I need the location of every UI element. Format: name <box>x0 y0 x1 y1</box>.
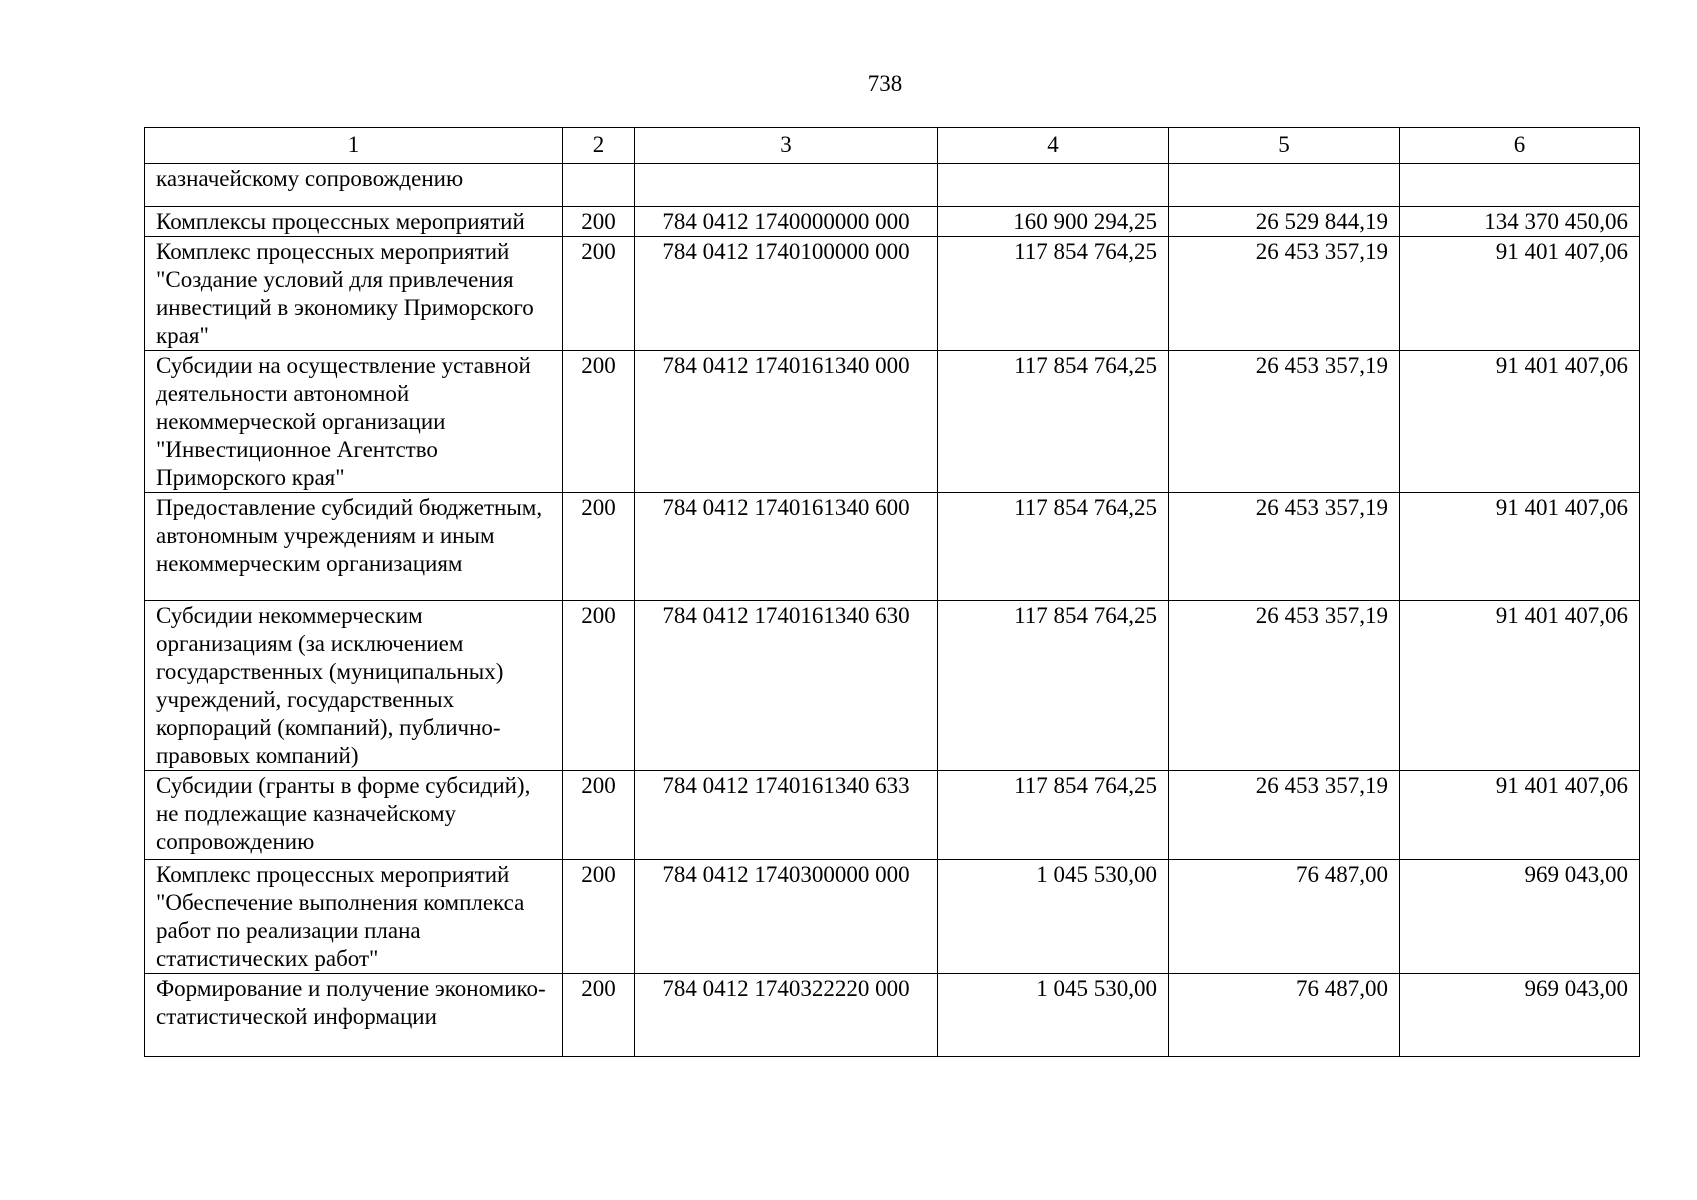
row-code-cell: 200 <box>563 974 635 1057</box>
row-amount-col6-cell: 91 401 407,06 <box>1400 493 1640 601</box>
table-row <box>145 164 1640 207</box>
row-amount-col4-cell: 1 045 530,00 <box>938 860 1169 974</box>
table-row <box>145 351 1640 493</box>
row-classification-code-cell: 784 0412 1740161340 630 <box>635 601 938 771</box>
row-classification-code-cell: 784 0412 1740161340 633 <box>635 771 938 860</box>
row-amount-col4-cell: 117 854 764,25 <box>938 493 1169 601</box>
row-classification-code-cell: 784 0412 1740000000 000 <box>635 207 938 237</box>
row-amount-col5-cell: 76 487,00 <box>1169 974 1400 1057</box>
column-header-6: 6 <box>1400 128 1640 164</box>
row-amount-col4-cell: 160 900 294,25 <box>938 207 1169 237</box>
row-name-cell: Комплекс процессных мероприятий "Создание условий для привлечения инвестиций в экономику Приморского края" <box>145 237 563 351</box>
row-amount-col6-cell: 91 401 407,06 <box>1400 237 1640 351</box>
table-row <box>145 860 1640 974</box>
table-row <box>145 237 1640 351</box>
row-name-cell: Субсидии (гранты в форме субсидий), не подлежащие казначейскому сопровождению <box>145 771 563 860</box>
table-row <box>145 207 1640 237</box>
row-code-cell <box>563 164 635 207</box>
column-header-5: 5 <box>1169 128 1400 164</box>
table-row <box>145 974 1640 1057</box>
row-amount-col4-cell: 117 854 764,25 <box>938 601 1169 771</box>
row-amount-col5-cell: 26 453 357,19 <box>1169 601 1400 771</box>
row-amount-col6-cell <box>1400 164 1640 207</box>
row-classification-code-cell: 784 0412 1740161340 600 <box>635 493 938 601</box>
budget-table <box>144 127 1640 1057</box>
row-name-cell: Формирование и получение экономико-статистической информации <box>145 974 563 1057</box>
row-name-cell: Субсидии на осуществление уставной деятельности автономной некоммерческой организации "Инвестиционное Агентство Приморского края" <box>145 351 563 493</box>
row-amount-col6-cell: 91 401 407,06 <box>1400 601 1640 771</box>
table-row <box>145 493 1640 601</box>
row-name-cell: Комплексы процессных мероприятий <box>145 207 563 237</box>
column-header-4: 4 <box>938 128 1169 164</box>
row-code-cell: 200 <box>563 237 635 351</box>
row-amount-col5-cell <box>1169 164 1400 207</box>
row-classification-code-cell: 784 0412 1740100000 000 <box>635 237 938 351</box>
row-code-cell: 200 <box>563 207 635 237</box>
column-header-1: 1 <box>145 128 563 164</box>
table-row <box>145 601 1640 771</box>
row-name-cell: казначейскому сопровождению <box>145 164 563 207</box>
table-row <box>145 771 1640 860</box>
page-number: 738 <box>867 71 903 96</box>
row-amount-col5-cell: 26 453 357,19 <box>1169 351 1400 493</box>
column-header-2: 2 <box>563 128 635 164</box>
row-name-cell: Комплекс процессных мероприятий "Обеспечение выполнения комплекса работ по реализации плана статистических работ" <box>145 860 563 974</box>
row-code-cell: 200 <box>563 493 635 601</box>
row-amount-col4-cell <box>938 164 1169 207</box>
row-amount-col5-cell: 26 453 357,19 <box>1169 237 1400 351</box>
row-amount-col5-cell: 26 529 844,19 <box>1169 207 1400 237</box>
row-code-cell: 200 <box>563 771 635 860</box>
row-code-cell: 200 <box>563 351 635 493</box>
column-header-3: 3 <box>635 128 938 164</box>
row-amount-col5-cell: 76 487,00 <box>1169 860 1400 974</box>
row-amount-col6-cell: 91 401 407,06 <box>1400 351 1640 493</box>
row-amount-col4-cell: 1 045 530,00 <box>938 974 1169 1057</box>
row-classification-code-cell: 784 0412 1740322220 000 <box>635 974 938 1057</box>
row-amount-col5-cell: 26 453 357,19 <box>1169 493 1400 601</box>
row-amount-col6-cell: 969 043,00 <box>1400 974 1640 1057</box>
row-name-cell: Предоставление субсидий бюджетным, автономным учреждениям и иным некоммерческим организациям <box>145 493 563 601</box>
row-classification-code-cell: 784 0412 1740300000 000 <box>635 860 938 974</box>
row-amount-col6-cell: 134 370 450,06 <box>1400 207 1640 237</box>
row-amount-col6-cell: 969 043,00 <box>1400 860 1640 974</box>
row-code-cell: 200 <box>563 601 635 771</box>
table-body <box>145 128 1640 1057</box>
row-classification-code-cell <box>635 164 938 207</box>
row-amount-col5-cell: 26 453 357,19 <box>1169 771 1400 860</box>
row-amount-col4-cell: 117 854 764,25 <box>938 351 1169 493</box>
row-amount-col4-cell: 117 854 764,25 <box>938 771 1169 860</box>
row-name-cell: Субсидии некоммерческим организациям (за исключением государственных (муниципальных) учреждений, государственных корпораций (компаний), публично-правовых компаний) <box>145 601 563 771</box>
header-row <box>145 128 1640 164</box>
row-amount-col4-cell: 117 854 764,25 <box>938 237 1169 351</box>
row-classification-code-cell: 784 0412 1740161340 000 <box>635 351 938 493</box>
row-amount-col6-cell: 91 401 407,06 <box>1400 771 1640 860</box>
row-code-cell: 200 <box>563 860 635 974</box>
